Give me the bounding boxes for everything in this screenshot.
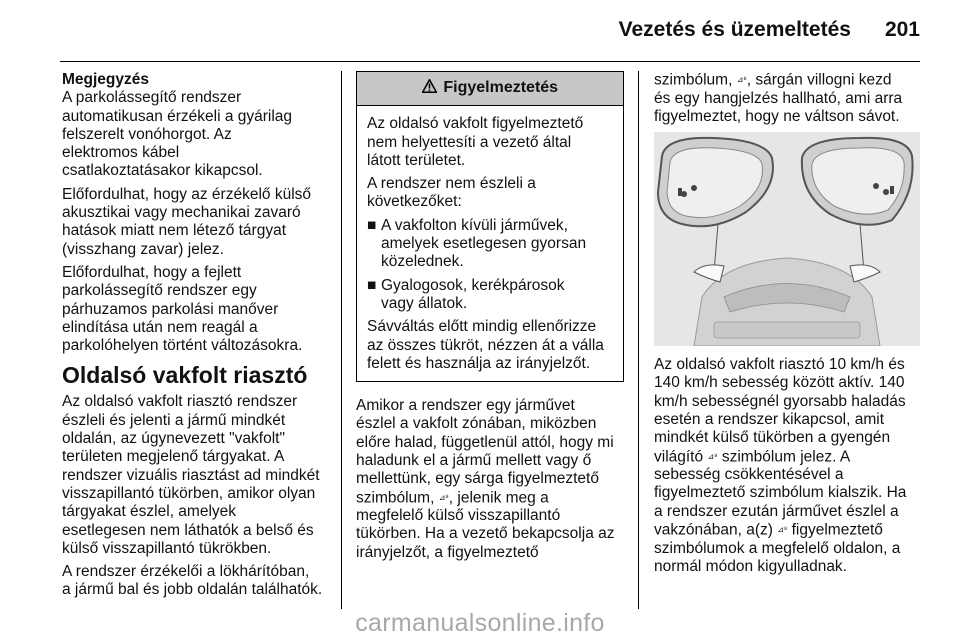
text-line: haladunk el a jármű mellett vagy ő (356, 452, 592, 470)
warning-paragraph-3 (367, 318, 614, 373)
text-line: külső visszapillantó tükrökben. (62, 539, 272, 557)
warning-paragraph-2 (367, 175, 614, 212)
text-line: párhuzamos parkolási manőver (62, 300, 279, 318)
text-line: Gyalogosok, kerékpárosok (381, 276, 565, 294)
column-2 (356, 71, 624, 567)
text-line: A parkolássegítő rendszer (62, 89, 242, 107)
text-line (654, 521, 924, 540)
text-line: hatások miatt nem létező tárgyat (62, 222, 287, 240)
bullet-item (367, 277, 614, 314)
text-line: normál módon kigyulladnak. (654, 557, 847, 575)
warning-paragraph-1 (367, 115, 614, 170)
column-1 (62, 71, 330, 605)
note-title: Megjegyzés (62, 71, 150, 88)
text-line: nem helyettesíti a vezető által (367, 133, 572, 151)
text-line: automatikusan érzékeli a gyárilag (62, 107, 293, 125)
text-line: következőket: (367, 193, 462, 211)
text-fragment: szimbólum, (654, 71, 733, 89)
text-line: az összes tükröt, nézzen át a válla (367, 336, 604, 354)
text-line: elektromos kábel (62, 144, 180, 162)
text-line: parkolássegítő rendszer egy (62, 282, 257, 300)
blind-spot-symbol-icon: ⊿⁸ (736, 75, 747, 84)
text-line: közelednek. (381, 253, 464, 271)
body-paragraph-1 (62, 393, 330, 558)
text-line: Az oldalsó vakfolt riasztó rendszer (62, 393, 298, 411)
text-line: előre halad, függetlenül attól, hogy mi (356, 433, 614, 451)
warning-header (357, 72, 623, 106)
bullet-square-icon: ■ (367, 276, 377, 294)
header-rule (60, 61, 920, 62)
text-line: Sávváltás előtt mindig ellenőrizze (367, 318, 597, 336)
text-line: mellettünk, egy sárga figyelmeztető (356, 470, 599, 488)
warning-triangle-icon (422, 79, 441, 96)
text-fragment: szimbólum jelez. A (721, 447, 851, 465)
warning-box (356, 71, 624, 382)
text-line: Amikor a rendszer egy járművet (356, 397, 575, 415)
text-fragment: figyelmeztető (791, 521, 883, 539)
blind-spot-symbol-icon: ⊿⁸ (777, 525, 788, 535)
text-fragment: vakzónában, a(z) (654, 521, 773, 539)
mirror-illustration-graphic (654, 132, 920, 346)
warning-body (357, 106, 623, 381)
text-line: akusztikai vagy mechanikai zavaró (62, 204, 301, 222)
section-title: Oldalsó vakfolt riasztó (62, 362, 308, 389)
text-line (654, 71, 924, 90)
page-number: 201 (884, 18, 920, 41)
note-paragraph-2 (62, 186, 330, 259)
text-line: A vakfolton kívüli járművek, (381, 216, 568, 234)
text-line: amelyek esetlegesen gyorsan (381, 235, 587, 253)
text-line: Az oldalsó vakfolt riasztó 10 km/h és (654, 356, 905, 374)
text-line: észleli és jelenti a jármű mindkét (62, 411, 286, 429)
text-line: 140 km/h sebesség között aktív. 140 (654, 374, 905, 392)
col3-body-paragraph (654, 356, 924, 576)
mirror-illustration (654, 132, 920, 346)
text-line: A rendszer nem észleli a (367, 175, 536, 193)
text-line: szimbólumok a megfelelő oldalon, a (654, 539, 901, 557)
col2-body-paragraph (356, 397, 624, 562)
text-line: területen megjelenő tárgyakat. A (62, 448, 285, 466)
text-line: felszerelt vonóhorgot. Az (62, 125, 232, 143)
note-paragraph-3 (62, 264, 330, 355)
text-line: esetlegesen nem láthatók a belső és (62, 521, 314, 539)
text-line: oldalán, az úgynevezett "vakfolt" (62, 430, 285, 448)
text-line: A rendszer érzékelői a lökhárítóban, (62, 563, 310, 581)
text-line: rendszer vizuális riasztást ad mindkét (62, 466, 320, 484)
column-divider-1 (341, 71, 342, 609)
text-fragment: , jelenik meg a (448, 488, 549, 506)
text-fragment: szimbólum, (356, 488, 435, 506)
text-line: és egy hangjelzés hallható, ami arra (654, 89, 903, 107)
text-line: esetén a rendszer kikapcsol, amit (654, 411, 885, 429)
text-line: sebesség csökkentésével a (654, 466, 844, 484)
text-line: parkolóhelyen történt változásokra. (62, 337, 303, 355)
blind-spot-symbol-icon: ⊿⁸ (438, 492, 449, 502)
text-fragment: világító (654, 447, 704, 465)
text-line (356, 489, 624, 508)
column-3 (654, 71, 924, 581)
text-line: észlel a vakfolt zónában, miközben (356, 415, 597, 433)
text-line: irányjelzőt, a figyelmeztető (356, 543, 539, 561)
text-line (654, 448, 924, 467)
text-line: vagy állatok. (381, 294, 468, 312)
text-line: a rendszer ezután járművet észlel a (654, 502, 899, 520)
column-divider-2 (638, 71, 639, 609)
header-title: Vezetés és üzemeltetés (618, 18, 851, 41)
text-line: a jármű bal és jobb oldalán találhatók. (62, 581, 323, 599)
text-line: tárgyakat észlel, amelyek (62, 503, 237, 521)
text-line: Előfordulhat, hogy az érzékelő külső (62, 185, 312, 203)
page-header (619, 18, 920, 42)
watermark: carmanualsonline.info (355, 609, 605, 637)
text-fragment: , sárgán villogni kezd (746, 71, 892, 89)
text-line: felett és használja az irányjelzőt. (367, 354, 591, 372)
blind-spot-symbol-icon: ⊿⁸ (707, 451, 718, 461)
text-line: (visszhang zavar) jelez. (62, 240, 224, 258)
text-line: tükörben. Ha a vezető bekapcsolja az (356, 525, 615, 543)
text-line: Az oldalsó vakfolt figyelmeztető (367, 115, 584, 133)
warning-title: Figyelmeztetés (443, 79, 559, 96)
bullet-square-icon: ■ (367, 216, 377, 234)
text-line: km/h sebességnél gyorsabb haladás (654, 392, 906, 410)
text-line: mindkét külső tükörben a gyengén (654, 429, 891, 447)
text-line: figyelmeztető szimbólum kialszik. Ha (654, 484, 907, 502)
text-line: visszapillantó tükörben, amikor olyan (62, 484, 316, 502)
text-line: elindítása után nem reagál a (62, 318, 258, 336)
text-line: látott területet. (367, 151, 466, 169)
text-line: Előfordulhat, hogy a fejlett (62, 263, 242, 281)
body-paragraph-2 (62, 563, 330, 600)
text-line: figyelmeztet, hogy ne váltson sávot. (654, 107, 900, 125)
note-paragraph-1 (62, 89, 330, 180)
text-line: csatlakoztatásakor kikapcsol. (62, 162, 263, 180)
bullet-item (367, 217, 614, 272)
col3-top-paragraph (654, 71, 924, 126)
text-line: megfelelő külső visszapillantó (356, 507, 561, 525)
